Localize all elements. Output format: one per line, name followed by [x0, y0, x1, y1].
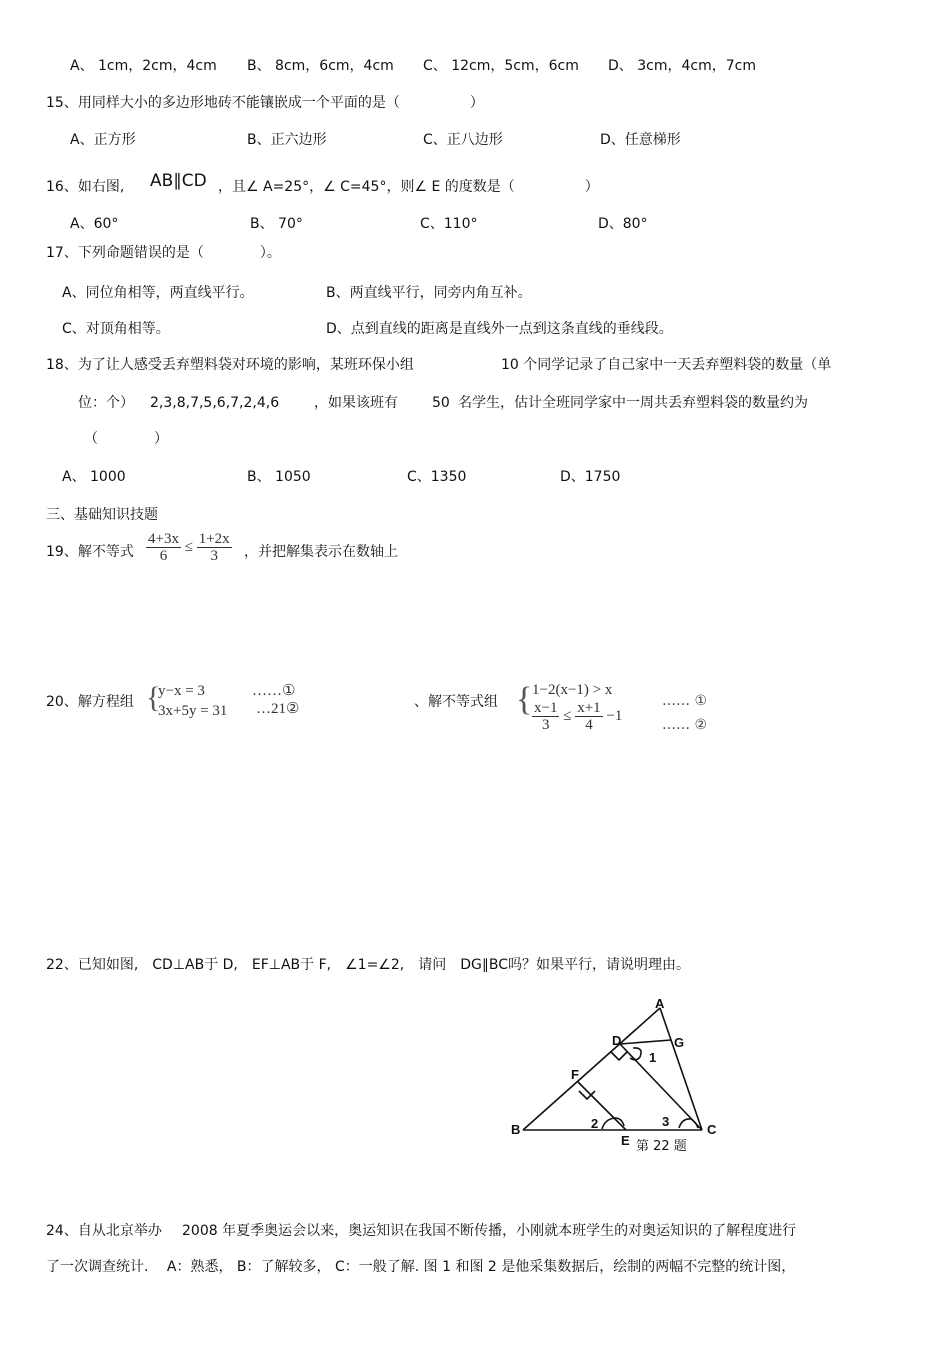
q20-ineq2-left-numerator: x−1: [534, 700, 558, 716]
q20-equation-2-mark: …21②: [256, 701, 300, 717]
q18-line2-unit: 位：个）: [78, 395, 134, 411]
q19-left-numerator: 4+3x: [148, 531, 179, 547]
q16-prefix: 16、如右图,: [46, 179, 125, 195]
q20-ineq2-right-numerator: x+1: [577, 700, 601, 716]
q24-line2: 了一次调查统计. A：熟悉， B：了解较多， C：一般了解. 图 1 和图 2 是他采集数据后，绘制的两幅不完整的统计图，: [46, 1259, 796, 1275]
point-c-label: C: [707, 1122, 717, 1137]
q20-inequality-1: 1−2(x−1) > x: [532, 682, 613, 698]
q17-option-d: D、点到直线的距离是直线外一点到这条直线的垂线段。: [326, 321, 673, 337]
q14-option-c: C、 12cm，5cm，6cm: [423, 58, 579, 74]
angle-1-label: 1: [649, 1050, 657, 1065]
q19-left-fraction: [146, 531, 181, 564]
angle-3-label: 3: [662, 1114, 670, 1129]
q18-option-c: C、1350: [407, 469, 467, 485]
q20-ineq2-relation: ≤: [563, 707, 572, 724]
q20-system-brace: {: [146, 681, 161, 714]
q17-option-c: C、对顶角相等。: [62, 321, 170, 337]
q19-prefix: 19、解不等式: [46, 544, 134, 560]
q14-option-b: B、 8cm，6cm，4cm: [247, 58, 394, 74]
q17-option-b: B、两直线平行，同旁内角互补。: [326, 285, 532, 301]
q16-option-b: B、 70°: [250, 216, 303, 232]
point-d-label: D: [612, 1033, 622, 1048]
angle-2-label: 2: [591, 1116, 599, 1131]
q20-equation-2: 3x+5y = 31: [158, 703, 228, 719]
q17-stem: 17、下列命题错误的是（ ）。: [46, 245, 281, 261]
q20-ineq2-left-fraction: [532, 700, 559, 733]
q20-inequality-brace: {: [516, 681, 533, 718]
q22-geometry-figure: [505, 995, 740, 1160]
q20-equation-1-mark: ……①: [252, 683, 296, 699]
point-b-label: B: [511, 1122, 521, 1137]
q14-option-a: A、 1cm，2cm，4cm: [70, 58, 217, 74]
q16-suffix: ，且∠ A=25°，∠ C=45°，则∠ E 的度数是（ ）: [218, 179, 599, 195]
q15-option-c: C、正八边形: [423, 132, 503, 148]
q19-suffix: ，并把解集表示在数轴上: [244, 544, 398, 560]
q19-right-fraction: [197, 531, 232, 564]
q19-left-denominator: 6: [159, 548, 168, 564]
q20-inequality-prefix: 、解不等式组: [414, 694, 498, 710]
q18-line1-part1: 18、为了让人感受丢弃塑料袋对环境的影响，某班环保小组: [46, 357, 414, 373]
q20-inequality-2-mark: …… ②: [662, 717, 708, 733]
q24-line1-part1: 24、自从北京举办: [46, 1223, 162, 1239]
section-3-heading: 三、基础知识技题: [46, 507, 158, 523]
q18-data-list: 2,3,8,7,5,6,7,2,4,6: [150, 395, 280, 411]
q18-line2-class: ，如果该班有: [314, 395, 398, 411]
q18-answer-blank: （ ）: [84, 431, 168, 447]
q22-figure-caption: 第 22 题: [636, 1139, 687, 1154]
q14-option-d: D、 3cm，4cm，7cm: [608, 58, 756, 74]
q18-class-size: 50: [432, 395, 450, 411]
q20-equation-1: y−x = 3: [158, 683, 205, 699]
q18-line2-rest: 名学生，估计全班同学家中一周共丢弃塑料袋的数量约为: [458, 395, 808, 411]
q18-option-d: D、1750: [560, 469, 621, 485]
q20-prefix: 20、解方程组: [46, 694, 134, 710]
q20-ineq2-right-denominator: 4: [585, 717, 593, 733]
q20-ineq2-left-denominator: 3: [541, 717, 550, 733]
point-e-label: E: [621, 1133, 630, 1148]
point-a-label: A: [655, 996, 665, 1011]
q15-option-a: A、正方形: [70, 132, 136, 148]
q19-right-numerator: 1+2x: [198, 531, 230, 547]
q16-option-c: C、110°: [420, 216, 478, 232]
q19-relation: ≤: [184, 538, 193, 555]
q18-option-a: A、 1000: [62, 469, 126, 485]
q16-ab-parallel-cd: AB∥CD: [150, 171, 207, 191]
q17-option-a: A、同位角相等，两直线平行。: [62, 285, 254, 301]
q16-option-d: D、80°: [598, 216, 648, 232]
q16-option-a: A、60°: [70, 216, 119, 232]
q24-line1-part2: 2008 年夏季奥运会以来，奥运知识在我国不断传播，小刚就本班学生的对奥运知识的了解程度进行: [182, 1223, 797, 1239]
q19-inequality: [146, 531, 232, 564]
q18-line1-part2: 10 个同学记录了自己家中一天丢弃塑料袋的数量（单: [501, 357, 832, 373]
q20-ineq2-tail: −1: [606, 707, 623, 724]
point-g-label: G: [674, 1035, 685, 1050]
q22-stem: 22、已知如图, CD⊥AB于 D, EF⊥AB于 F, ∠1=∠2, 请问 DG∥BC吗？如果平行，请说明理由。: [46, 957, 690, 973]
q20-inequality-1-mark: …… ①: [662, 693, 708, 709]
q15-option-b: B、正六边形: [247, 132, 327, 148]
q18-option-b: B、 1050: [247, 469, 311, 485]
q15-option-d: D、任意梯形: [600, 132, 681, 148]
point-f-label: F: [571, 1067, 579, 1082]
q20-inequality-2: [532, 700, 622, 733]
q19-right-denominator: 3: [210, 548, 218, 564]
q20-ineq2-right-fraction: [575, 700, 602, 733]
q15-stem: 15、用同样大小的多边形地砖不能镶嵌成一个平面的是（ ）: [46, 95, 484, 111]
